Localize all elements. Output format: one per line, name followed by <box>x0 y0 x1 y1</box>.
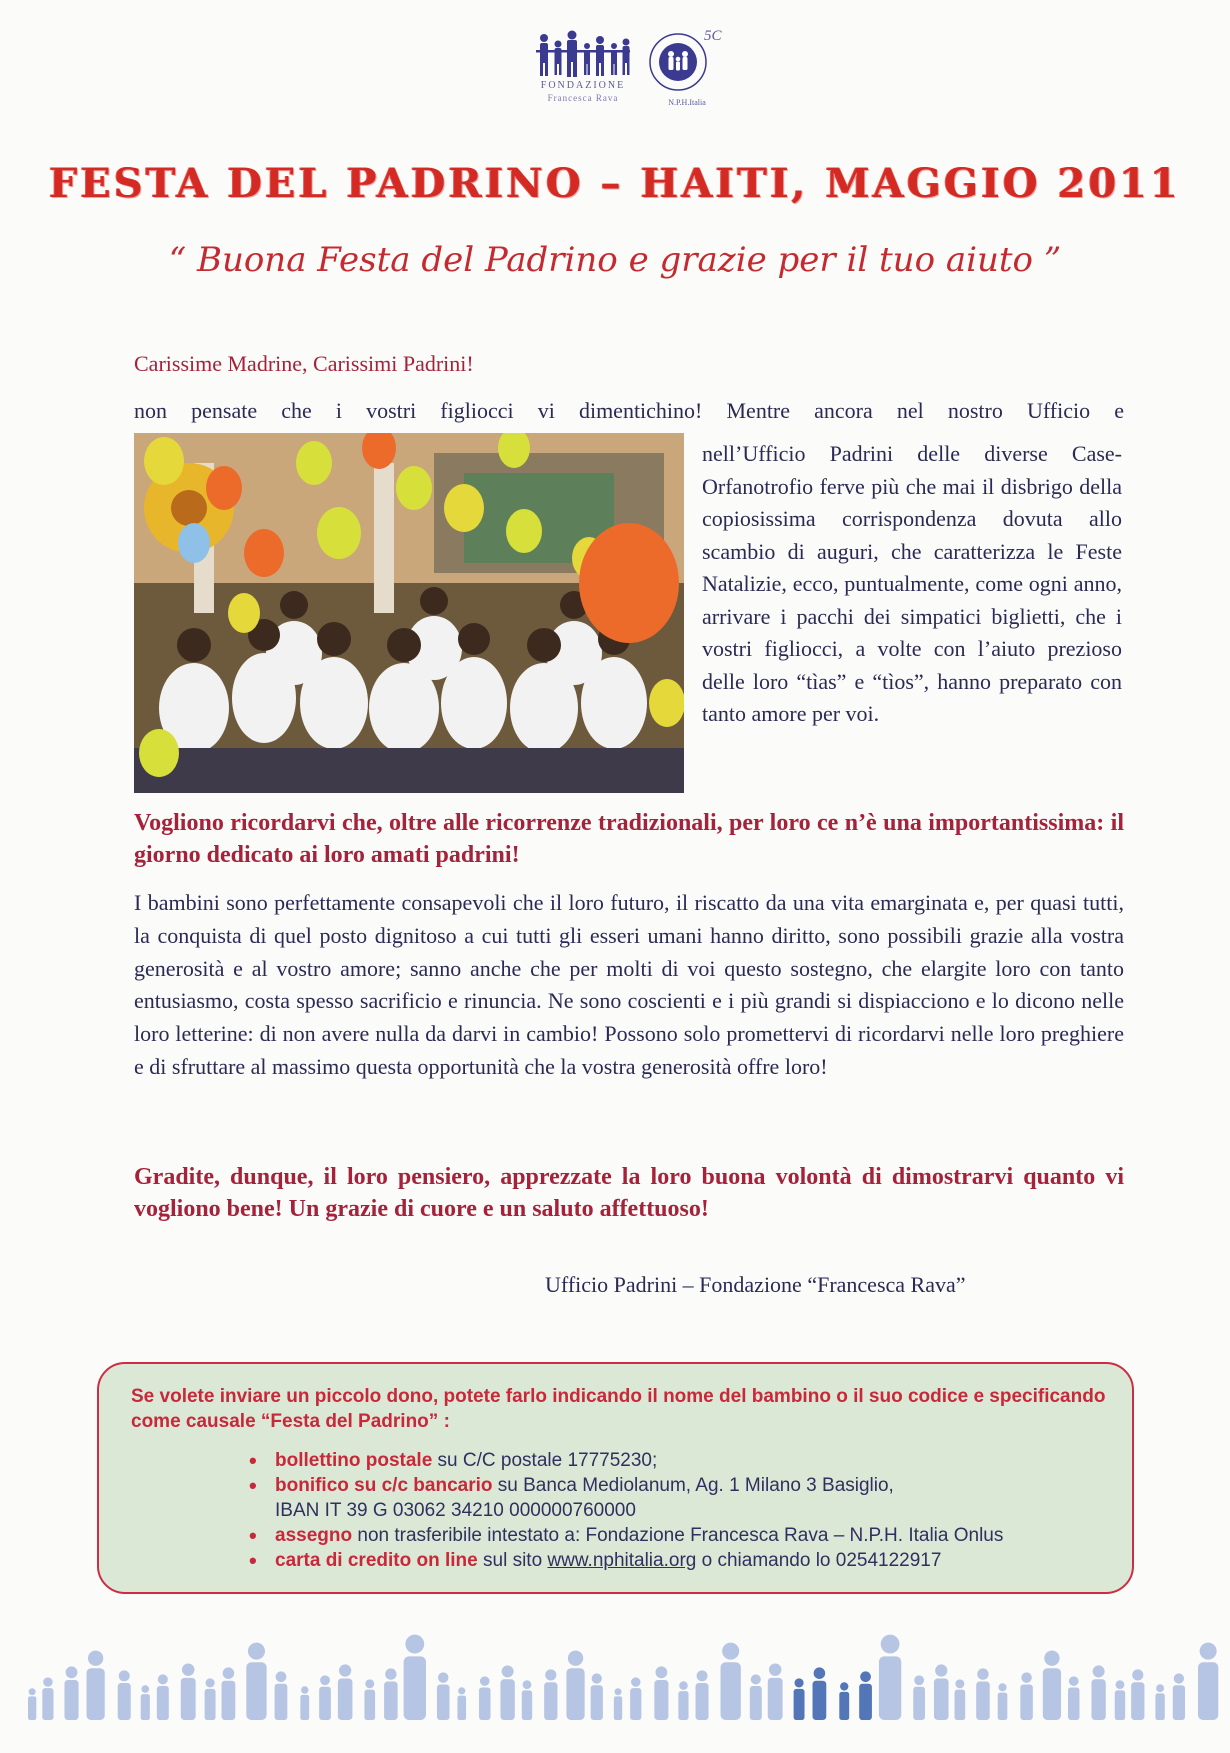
fondazione-name: FONDAZIONE <box>540 80 626 91</box>
highlight-paragraph-2: Gradite, dunque, il loro pensiero, apprezzate la loro buona volontà di dimostrarvi quanto vi vogliono bene! Un grazie di cuore e un saluto affettuoso! <box>134 1164 1124 1222</box>
donation-item-detail: su Banca Mediolanum, Ag. 1 Milano 3 Basiglio, <box>492 1475 894 1496</box>
donation-item-title: assegno <box>275 1525 353 1546</box>
children-photo <box>134 433 684 793</box>
page-title: FESTA DEL PADRINO – HAITI, MAGGIO 2011 <box>49 160 1181 207</box>
donation-item-detail: sul sito <box>477 1550 548 1571</box>
greeting: Carissime Madrine, Carissimi Padrini! <box>134 351 474 376</box>
donation-box <box>97 1362 1134 1594</box>
fondazione-subname: Francesca Rava <box>547 93 619 103</box>
iban-code: IBAN IT 39 G 03062 34210 000000760000 <box>275 1500 636 1521</box>
signature: Ufficio Padrini – Fondazione “Francesca Rava” <box>545 1272 966 1297</box>
website-link[interactable]: www.nphitalia.org <box>547 1550 697 1571</box>
body-paragraph-2: I bambini sono perfettamente consapevoli che il loro futuro, il riscatto da una vita emarginata e, per quasi tutti, la conquista di quel posto dignitoso a cui tutti gli esseri umani hanno diritto, sono possibili grazie alla vostra generosità e al vostro amore; sanno anche che per molti di voi questo sostegno, che elargite loro con tanto entusiasmo, costa spesso sacrificio e rinuncia. Ne sono coscienti e i più grandi si dispiacciono e lo dicono nelle loro letterine: di non avere nulla da darvi in cambio! Possono solo promettervi di ricordarvi nelle loro preghiere e di sfruttare al massimo questa opportunità che la vostra generosità offre loro! <box>134 890 1124 1079</box>
nph-logo <box>646 28 726 108</box>
donation-item-postal <box>249 1448 1003 1473</box>
nph-circle-icon <box>646 28 710 92</box>
donation-item-detail: non trasferibile intestato a: Fondazione Francesca Rava – N.P.H. Italia Onlus <box>352 1525 1004 1546</box>
people-silhouettes-icon <box>20 1608 1220 1728</box>
people-logo-icon <box>532 30 634 80</box>
nph-anniversary: 5C <box>704 28 722 44</box>
fondazione-logo <box>532 30 634 106</box>
donation-header: Se volete inviare un piccolo dono, potete farlo indicando il nome del bambino o il suo codice e specificando come causale “Festa del Padrino” : <box>131 1386 1106 1432</box>
donation-item-title: bollettino postale <box>275 1450 433 1471</box>
nph-caption: N.P.H.Italia <box>668 98 706 107</box>
donation-item-cheque <box>249 1523 1003 1548</box>
donation-item-credit-card <box>249 1548 1003 1573</box>
children-balloons-photo-icon <box>134 433 684 793</box>
donation-list <box>249 1448 1003 1573</box>
donation-item-detail: su C/C postale 17775230; <box>432 1450 658 1471</box>
highlight-paragraph-1: Vogliono ricordarvi che, oltre alle ricorrenze tradizionali, per loro ce n’è una importantissima: il giorno dedicato ai loro amati padrini! <box>134 810 1124 868</box>
donation-item-title: carta di credito on line <box>275 1550 478 1571</box>
donation-item-title: bonifico su c/c bancario <box>275 1475 493 1496</box>
page-subtitle: “ Buona Festa del Padrino e grazie per il tuo aiuto ” <box>168 240 1062 280</box>
donation-item-phone: o chiamando lo 0254122917 <box>696 1550 942 1571</box>
donation-item-bank-transfer <box>249 1473 1003 1523</box>
footer-people-strip <box>20 1608 1220 1728</box>
intro-column: nell’Ufficio Padrini delle diverse Case-Orfanotrofio ferve più che mai il disbrigo della copiosissima corrispondenza dovuta allo scambio di auguri, che caratterizza le Feste Natalizie, ecco, puntualmente, come ogni anno, arrivare i pacchi dei simpatici biglietti, che i vostri figliocci, a volte con l’aiuto prezioso delle loro “tìas” e “tìos”, hanno preparato con tanto amore per voi. <box>702 441 1122 726</box>
intro-first-line: non pensate che i vostri figliocci vi dimentichino! Mentre ancora nel nostro Ufficio e <box>134 398 1124 423</box>
